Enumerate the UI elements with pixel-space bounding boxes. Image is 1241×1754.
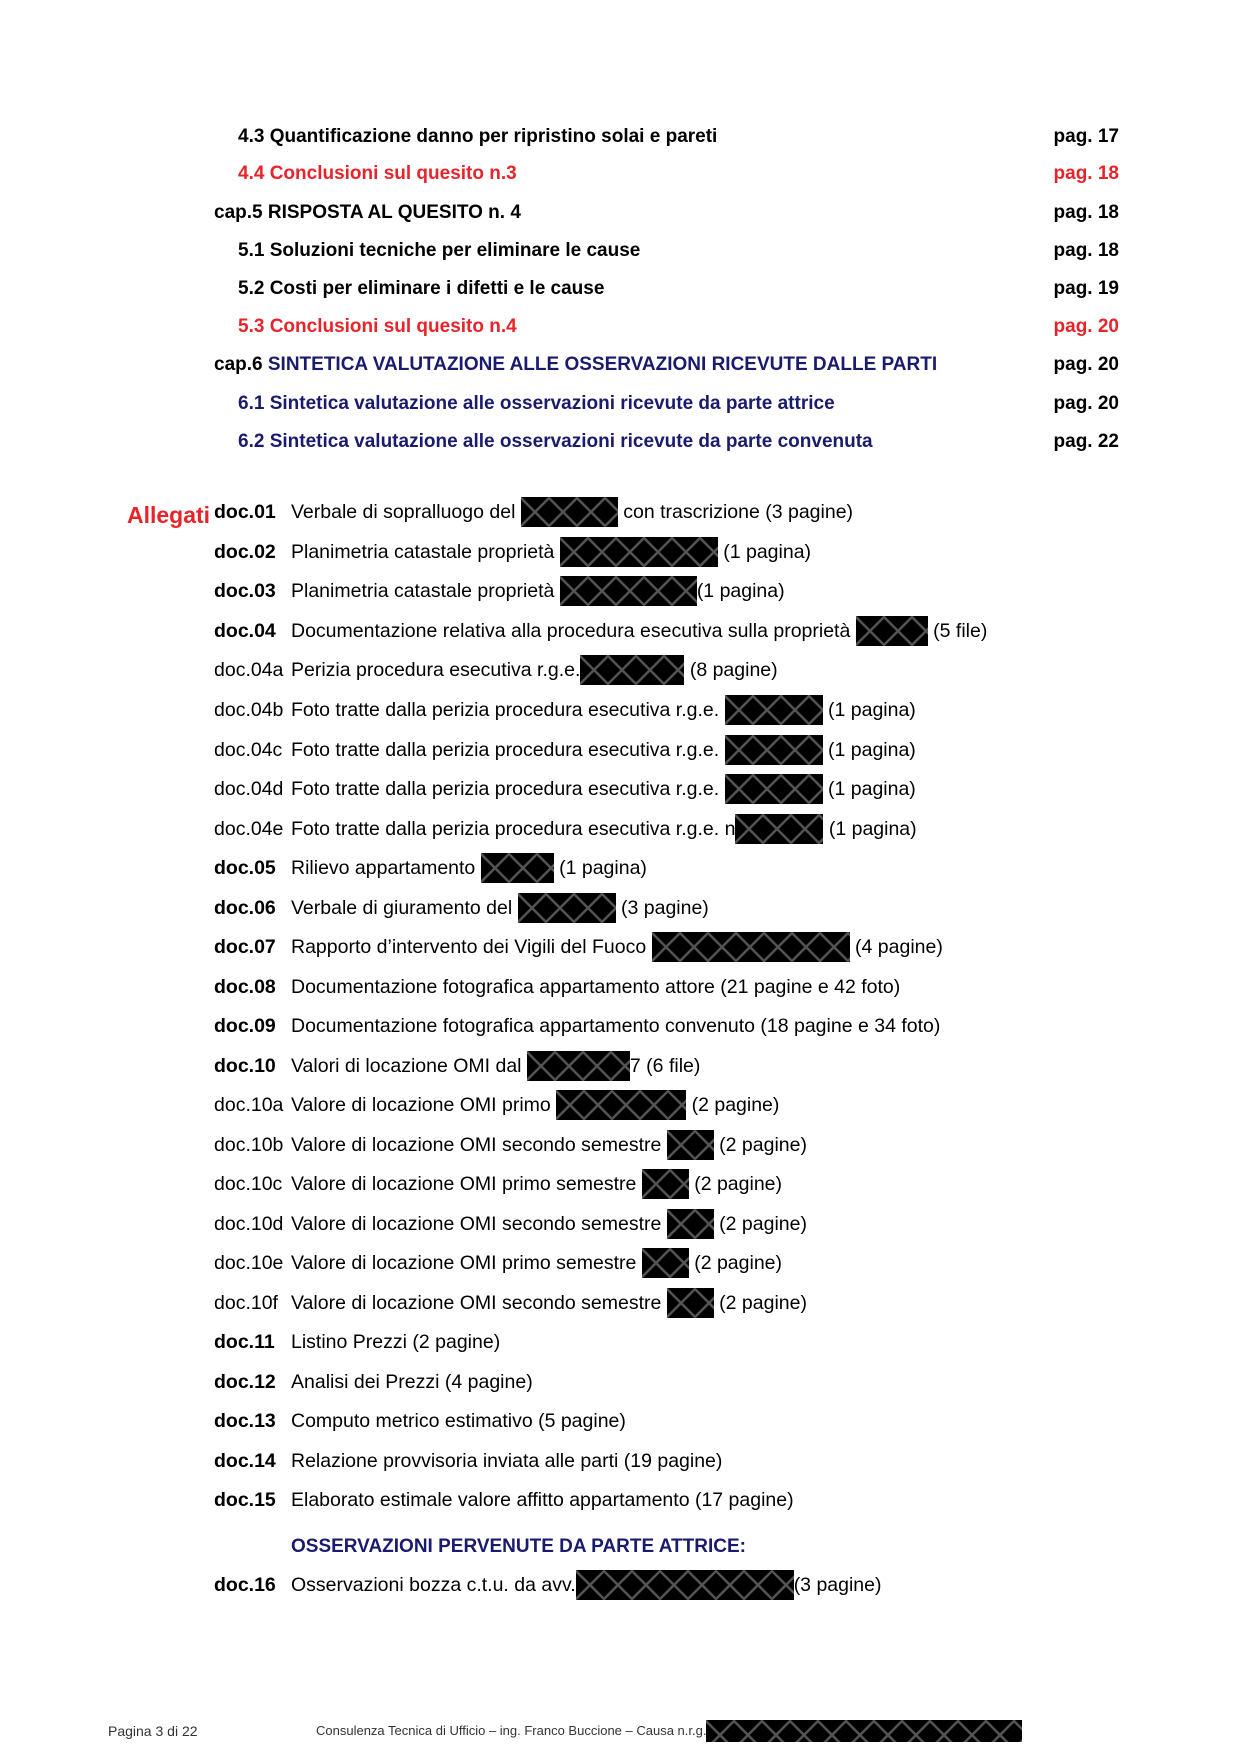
doc-row (214, 616, 987, 646)
doc-description: Foto tratte dalla perizia procedura esecutiva r.g.e. (291, 739, 725, 761)
doc-code: doc.11 (214, 1331, 275, 1353)
doc-code: doc.04c (214, 739, 283, 761)
footer-caption (316, 1720, 1022, 1742)
doc-row (214, 1288, 807, 1318)
doc-row (214, 1248, 782, 1278)
doc-code: doc.10d (214, 1213, 284, 1235)
redaction-box (527, 1051, 630, 1081)
doc-code: doc.16 (214, 1574, 276, 1596)
doc-description-tail: (8 pagine) (684, 659, 778, 681)
doc-code: doc.10a (214, 1094, 284, 1116)
doc-description: Relazione provvisoria inviata alle parti (19 pagine) (291, 1450, 723, 1472)
doc-code: doc.04d (214, 778, 284, 800)
toc-chapter-entry[interactable] (0, 350, 1241, 380)
doc-code: doc.10f (214, 1292, 278, 1314)
doc-description-tail: (1 pagina) (822, 778, 916, 800)
doc-row (214, 1367, 533, 1397)
toc-entry-page: pag. 20 (1053, 393, 1119, 414)
doc-code: doc.10c (214, 1173, 283, 1195)
doc-code: doc.09 (214, 1015, 276, 1037)
doc-description: Planimetria catastale proprietà (291, 541, 560, 563)
toc-entry[interactable] (0, 236, 1241, 266)
doc-row (214, 774, 916, 804)
redaction-box (725, 735, 823, 765)
redaction-box (642, 1248, 689, 1278)
redaction-box (518, 893, 616, 923)
doc-description-tail: (2 pagine) (713, 1134, 807, 1156)
doc-description: Elaborato estimale valore affitto appartamento (17 pagine) (291, 1489, 794, 1511)
doc-description: Documentazione relativa alla procedura esecutiva sulla proprietà (291, 620, 856, 642)
toc-entry[interactable] (0, 274, 1241, 304)
doc-row (214, 1406, 626, 1436)
doc-row (214, 972, 900, 1002)
doc-code: doc.10e (214, 1252, 284, 1274)
doc-description: Valore di locazione OMI primo (291, 1094, 557, 1116)
redaction-box (735, 814, 823, 844)
doc-row (214, 893, 709, 923)
doc-description-tail: (1 pagina) (696, 580, 785, 602)
doc-code: doc.01 (214, 501, 276, 523)
doc-row (214, 1011, 940, 1041)
doc-description-tail: (5 file) (927, 620, 988, 642)
doc-row (214, 1051, 700, 1081)
doc-description: Perizia procedura esecutiva r.g.e. (291, 659, 581, 681)
chapter-prefix: cap.6 (214, 354, 263, 375)
redaction-box (725, 695, 823, 725)
doc-description-tail: (1 pagina) (823, 818, 917, 840)
doc-code: doc.04b (214, 699, 284, 721)
doc-code: doc.03 (214, 580, 276, 602)
doc-row (214, 537, 811, 567)
doc-description: Foto tratte dalla perizia procedura esecutiva r.g.e. (291, 699, 725, 721)
doc-code: doc.10 (214, 1055, 276, 1077)
doc-description-tail: (2 pagine) (713, 1292, 807, 1314)
doc-description-tail: (1 pagina) (822, 739, 916, 761)
doc-description-tail: (4 pagine) (849, 936, 943, 958)
redaction-box (556, 1090, 686, 1120)
doc-description: Valore di locazione OMI secondo semestre (291, 1213, 667, 1235)
doc-code: doc.14 (214, 1450, 276, 1472)
doc-code: doc.05 (214, 857, 276, 879)
doc-description-tail: (1 pagina) (717, 541, 812, 563)
toc-entry-page: pag. 20 (1053, 316, 1119, 337)
chapter-prefix: cap.5 (214, 202, 263, 223)
doc-description: Rilievo appartamento (291, 857, 481, 879)
doc-row (214, 1446, 722, 1476)
toc-entry-page: pag. 18 (1053, 163, 1119, 184)
doc-description: Osservazioni bozza c.t.u. da avv. (291, 1574, 576, 1596)
toc-entry[interactable] (0, 427, 1241, 457)
doc-description-tail: 7 (6 file) (629, 1055, 701, 1077)
doc-description: Foto tratte dalla perizia procedura esecutiva r.g.e. n (291, 818, 736, 840)
allegati-heading: Allegati (127, 502, 211, 528)
redaction-box (856, 616, 928, 646)
toc-entry[interactable] (0, 312, 1241, 342)
doc-code: doc.04a (214, 659, 284, 681)
toc-entry[interactable] (0, 159, 1241, 189)
doc-description: Valore di locazione OMI primo semestre (291, 1252, 642, 1274)
doc-row (214, 497, 853, 527)
doc-description-tail: (2 pagine) (713, 1213, 807, 1235)
doc-description: Foto tratte dalla perizia procedura esecutiva r.g.e. (291, 778, 725, 800)
doc-row (214, 1130, 807, 1160)
doc-row (214, 814, 917, 844)
toc-entry-page: pag. 22 (1053, 431, 1119, 452)
doc-row (214, 655, 778, 685)
toc-entry-page: pag. 17 (1053, 126, 1119, 147)
doc-code: doc.06 (214, 897, 276, 919)
doc-code: doc.07 (214, 936, 276, 958)
doc-description: Analisi dei Prezzi (4 pagine) (291, 1371, 533, 1393)
doc-row (214, 932, 943, 962)
doc-description-tail: (2 pagine) (688, 1252, 783, 1274)
redaction-box (667, 1130, 714, 1160)
doc-description: Computo metrico estimativo (5 pagine) (291, 1410, 626, 1432)
toc-entry-label: 6.2 Sintetica valutazione alle osservazioni ricevute da parte convenuta (238, 431, 873, 452)
footer-text: Consulenza Tecnica di Ufficio – ing. Franco Buccione – Causa n.r.g. (316, 1723, 707, 1738)
toc-entry-label: 4.4 Conclusioni sul quesito n.3 (238, 163, 517, 184)
doc-row (214, 1090, 779, 1120)
toc-entry-page: pag. 20 (1053, 354, 1119, 375)
toc-entry[interactable] (0, 389, 1241, 419)
redaction-box (667, 1209, 714, 1239)
doc-description-tail: (2 pagine) (688, 1173, 783, 1195)
doc-row (214, 1327, 500, 1357)
doc-code: doc.10b (214, 1134, 284, 1156)
redaction-box (667, 1288, 714, 1318)
chapter-title: RISPOSTA AL QUESITO n. 4 (267, 202, 521, 223)
doc-code: doc.15 (214, 1489, 276, 1511)
doc-description: Listino Prezzi (2 pagine) (291, 1331, 501, 1353)
doc-description-tail: (1 pagina) (822, 699, 916, 721)
doc-description: Rapporto d’intervento dei Vigili del Fuoco (291, 936, 652, 958)
toc-entry-page: pag. 18 (1053, 240, 1119, 261)
doc-row (214, 1169, 782, 1199)
toc-chapter-entry[interactable] (0, 198, 1241, 228)
toc-entry[interactable] (0, 122, 1241, 152)
toc-entry-label: 6.1 Sintetica valutazione alle osservazioni ricevute da parte attrice (238, 393, 835, 414)
toc-entry-page: pag. 19 (1053, 278, 1119, 299)
redaction-box (580, 655, 684, 685)
doc-description-tail: (3 pagine) (793, 1574, 882, 1596)
observations-heading: OSSERVAZIONI PERVENUTE DA PARTE ATTRICE: (291, 1536, 746, 1557)
doc-description: Valore di locazione OMI secondo semestre (291, 1292, 667, 1314)
chapter-title: SINTETICA VALUTAZIONE ALLE OSSERVAZIONI RICEVUTE DALLE PARTI (267, 354, 938, 375)
doc-row (214, 1570, 882, 1600)
redaction-box (642, 1169, 689, 1199)
toc-entry-page: pag. 18 (1053, 202, 1119, 223)
page-number: Pagina 3 di 22 (108, 1723, 198, 1739)
redaction-box (560, 537, 718, 567)
doc-description-tail: (1 pagina) (553, 857, 647, 879)
redaction-box (706, 1720, 1022, 1742)
redaction-box (576, 1570, 794, 1600)
doc-description: Verbale di giuramento del (291, 897, 518, 919)
redaction-box (725, 774, 823, 804)
toc-entry-label: 4.3 Quantificazione danno per ripristino solai e pareti (238, 126, 718, 147)
redaction-box (560, 576, 697, 606)
doc-code: doc.04e (214, 818, 284, 840)
doc-description: Valori di locazione OMI dal (291, 1055, 527, 1077)
doc-row (214, 1209, 807, 1239)
doc-code: doc.02 (214, 541, 276, 563)
toc-entry-label: 5.3 Conclusioni sul quesito n.4 (238, 316, 517, 337)
doc-code: doc.13 (214, 1410, 276, 1432)
redaction-box (521, 497, 618, 527)
doc-code: doc.04 (214, 620, 276, 642)
toc-entry-label: 5.1 Soluzioni tecniche per eliminare le cause (238, 240, 641, 261)
toc-entry-label (214, 350, 937, 380)
doc-description: Valore di locazione OMI secondo semestre (291, 1134, 667, 1156)
doc-row (214, 735, 916, 765)
doc-code: doc.08 (214, 976, 276, 998)
doc-row (214, 695, 916, 725)
doc-row (214, 576, 785, 606)
doc-description: Verbale di sopralluogo del (291, 501, 521, 523)
doc-code: doc.12 (214, 1371, 276, 1393)
doc-description: Documentazione fotografica appartamento convenuto (18 pagine e 34 foto) (291, 1015, 941, 1037)
doc-description: Documentazione fotografica appartamento attore (21 pagine e 42 foto) (291, 976, 901, 998)
doc-row (214, 853, 647, 883)
toc-entry-label (214, 198, 521, 228)
doc-description-tail: (3 pagine) (615, 897, 709, 919)
doc-description-tail: (2 pagine) (686, 1094, 780, 1116)
doc-description-tail: con trascrizione (3 pagine) (617, 501, 854, 523)
doc-description: Planimetria catastale proprietà (291, 580, 560, 602)
redaction-box (652, 932, 850, 962)
doc-description: Valore di locazione OMI primo semestre (291, 1173, 642, 1195)
doc-row (214, 1485, 794, 1515)
toc-entry-label: 5.2 Costi per eliminare i difetti e le cause (238, 278, 605, 299)
redaction-box (481, 853, 554, 883)
